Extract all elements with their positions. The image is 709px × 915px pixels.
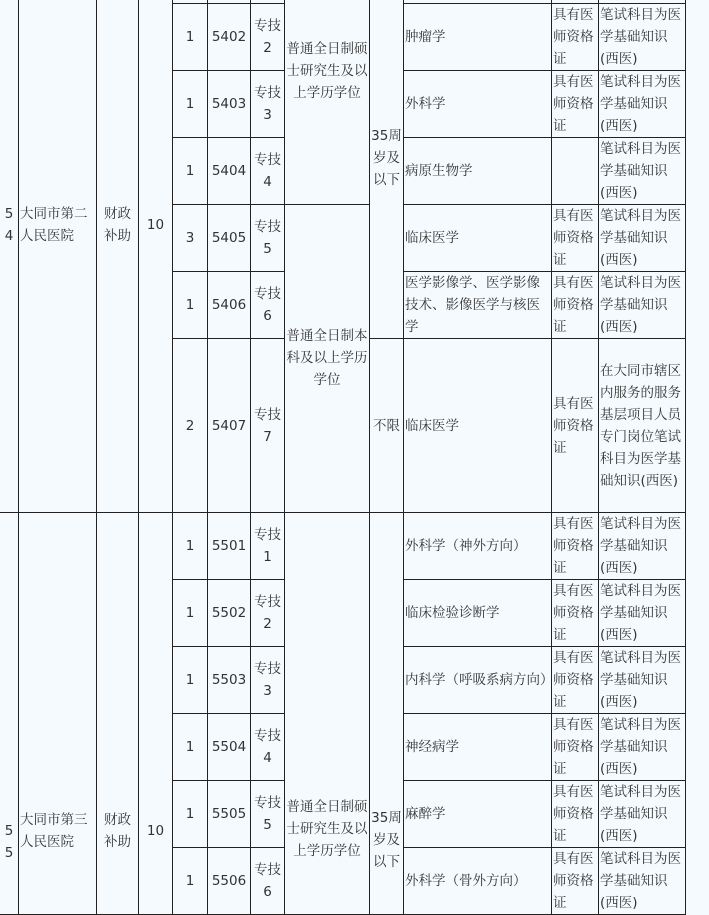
note: 笔试科目为医学基础知识(西医): [599, 714, 686, 781]
note: 笔试科目为医学基础知识(西医): [599, 4, 686, 71]
hire-count: 1: [173, 647, 208, 714]
group-number: 55: [0, 513, 19, 915]
major: 临床医学: [404, 339, 552, 513]
post-type: 专技3: [251, 647, 285, 714]
post-type: 专技2: [251, 4, 285, 71]
certificate: 具有医师资格证: [552, 205, 599, 272]
post-code: 5403: [208, 71, 251, 138]
note: 笔试科目为医学基础知识(西医): [599, 205, 686, 272]
post-code: 5402: [208, 4, 251, 71]
major: 病原生物学: [404, 138, 552, 205]
post-type: 专技3: [251, 71, 285, 138]
major: 临床医学: [404, 205, 552, 272]
hire-count: 1: [173, 714, 208, 781]
certificate: 具有医师资格证: [552, 781, 599, 848]
unit-name: 大同市第二人民医院: [19, 0, 97, 513]
group-number: 54: [0, 0, 19, 513]
post-code: 5502: [208, 580, 251, 647]
post-code: 5501: [208, 513, 251, 580]
major: 神经病学: [404, 714, 552, 781]
total-count: 10: [139, 513, 173, 915]
post-code: 5503: [208, 647, 251, 714]
major: 内科学（呼吸系病方向）: [404, 647, 552, 714]
major: 医学影像学、医学影像技术、影像医学与核医学: [404, 272, 552, 339]
certificate: 具有医师资格证: [552, 848, 599, 915]
note: 笔试科目为医学基础知识(西医): [599, 647, 686, 714]
note: 笔试科目为医学基础知识(西医): [599, 781, 686, 848]
certificate: 具有医师资格证: [552, 339, 599, 513]
certificate: 具有医师资格证: [552, 71, 599, 138]
funding-type: 财政补助: [97, 513, 139, 915]
education: 普通全日制硕士研究生及以上学历学位: [285, 0, 370, 205]
post-code: 5506: [208, 848, 251, 915]
note: 笔试科目为医学基础知识(西医): [599, 513, 686, 580]
hire-count: 1: [173, 4, 208, 71]
post-type: 专技6: [251, 272, 285, 339]
age-limit: 35周岁及以下: [370, 513, 404, 915]
post-code: 5406: [208, 272, 251, 339]
hire-count: 1: [173, 848, 208, 915]
post-type: 专技5: [251, 781, 285, 848]
major: 肿瘤学: [404, 4, 552, 71]
post-type: 专技7: [251, 339, 285, 513]
post-code: 5404: [208, 138, 251, 205]
post-type: 专技4: [251, 138, 285, 205]
major: 麻醉学: [404, 781, 552, 848]
note: 笔试科目为医学基础知识(西医): [599, 71, 686, 138]
post-code: 5505: [208, 781, 251, 848]
post-code: 5405: [208, 205, 251, 272]
funding-type: 财政补助: [97, 0, 139, 513]
education: 普通全日制硕士研究生及以上学历学位: [285, 513, 370, 915]
certificate: 具有医师资格证: [552, 714, 599, 781]
post-type: 专技4: [251, 714, 285, 781]
certificate: 具有医师资格证: [552, 513, 599, 580]
certificate: 具有医师资格证: [552, 4, 599, 71]
major: 外科学（神外方向）: [404, 513, 552, 580]
certificate: 具有医师资格证: [552, 272, 599, 339]
note: 在大同市辖区内服务的服务基层项目人员专门岗位笔试科目为医学基础知识(西医): [599, 339, 686, 513]
note: 笔试科目为医学基础知识(西医): [599, 272, 686, 339]
hire-count: 1: [173, 513, 208, 580]
certificate: [552, 138, 599, 205]
major: 临床检验诊断学: [404, 580, 552, 647]
post-type: 专技5: [251, 205, 285, 272]
age-limit: 35周岁及以下: [370, 0, 404, 339]
note: 笔试科目为医学基础知识(西医): [599, 138, 686, 205]
hire-count: 1: [173, 138, 208, 205]
major: 外科学（骨外方向）: [404, 848, 552, 915]
hire-count: 1: [173, 71, 208, 138]
education: 普通全日制本科及以上学历学位: [285, 205, 370, 513]
post-type: 专技6: [251, 848, 285, 915]
hire-count: 3: [173, 205, 208, 272]
certificate: 具有医师资格证: [552, 580, 599, 647]
note: 笔试科目为医学基础知识(西医): [599, 580, 686, 647]
hire-count: 2: [173, 339, 208, 513]
hire-count: 1: [173, 272, 208, 339]
certificate: 具有医师资格证: [552, 647, 599, 714]
post-code: 5407: [208, 339, 251, 513]
total-count: 10: [139, 0, 173, 513]
post-code: 5504: [208, 714, 251, 781]
major: 外科学: [404, 71, 552, 138]
post-type: 专技1: [251, 513, 285, 580]
table-row: [0, 513, 686, 580]
hire-count: 1: [173, 781, 208, 848]
note: 笔试科目为医学基础知识(西医): [599, 848, 686, 915]
post-type: 专技2: [251, 580, 285, 647]
unit-name: 大同市第三人民医院: [19, 513, 97, 915]
age-limit: 不限: [370, 339, 404, 513]
hire-count: 1: [173, 580, 208, 647]
